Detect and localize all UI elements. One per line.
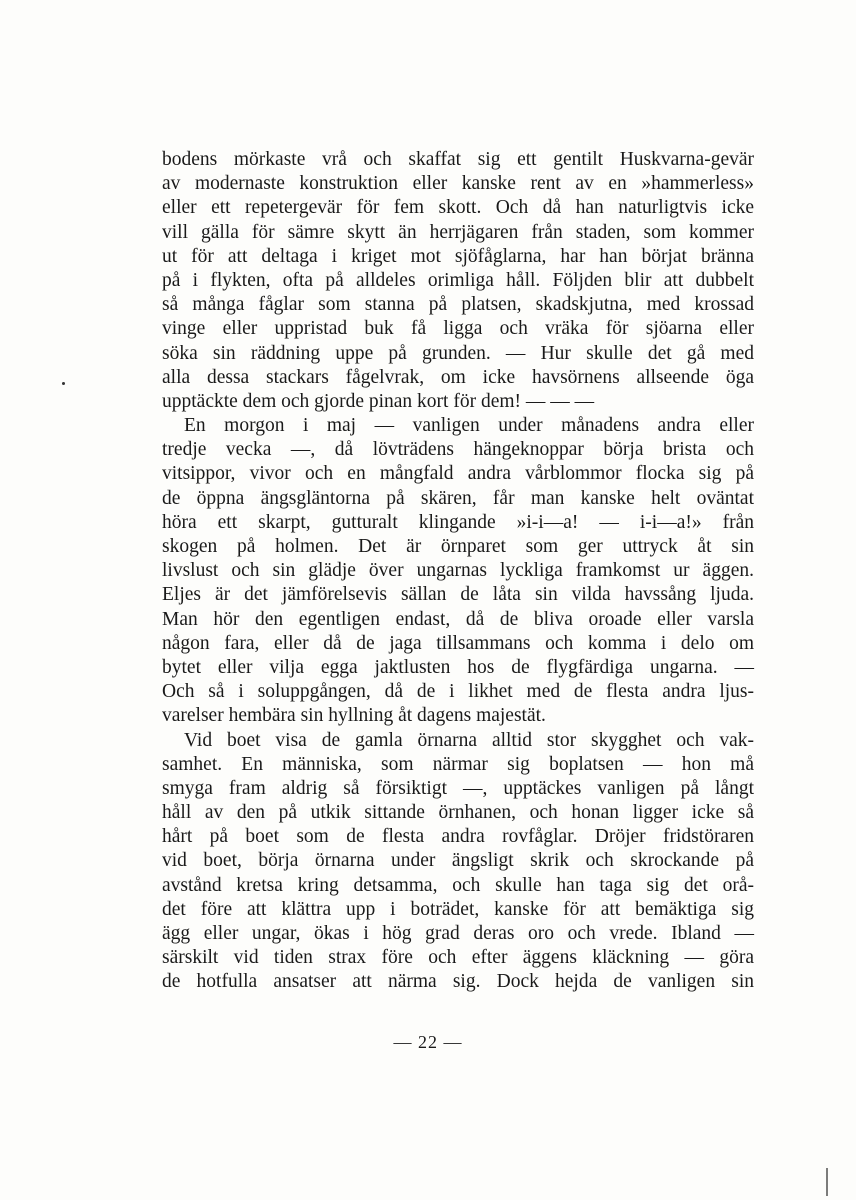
- text-line: Vid boet visa de gamla örnarna alltid stor skygghet och vak-: [184, 729, 754, 751]
- text-line: skogen på holmen. Det är örnparet som ger uttryck åt sin: [162, 536, 754, 557]
- text-line: smyga fram aldrig så försiktigt —, upptäckes vanligen på långt: [162, 777, 754, 799]
- text-line: hårt på boet som de flesta andra rovfåglar. Dröjer fridstöraren: [162, 826, 754, 848]
- text-line: En morgon i maj — vanligen under månadens andra eller: [184, 415, 754, 437]
- text-line: eller ett repetergevär för fem skott. Och då han naturligtvis icke: [162, 197, 754, 219]
- text-line: Man hör den egentligen endast, då de bliva oroade eller varsla: [162, 608, 754, 630]
- text-line: så många fåglar som stanna på platsen, skadskjutna, med krossad: [162, 294, 754, 316]
- text-line: vill gälla för sämre skytt än herrjägaren från staden, som kommer: [162, 221, 754, 243]
- text-line: vinge eller uppristad buk få ligga och vräka för sjöarna eller: [162, 318, 754, 340]
- text-line: särskilt vid tiden strax före och efter äggens kläckning — göra: [162, 947, 754, 969]
- text-line: alla dessa stackars fågelvrak, om icke havsörnens allseende öga: [162, 366, 754, 388]
- text-line: vitsippor, vivor och en mångfald andra vårblommor flocka sig på: [162, 463, 754, 485]
- text-line: vid boet, börja örnarna under ängsligt skrik och skrockande på: [162, 850, 754, 872]
- page-edge-mark: [826, 1168, 834, 1196]
- text-line: det före att klättra upp i boträdet, kanske för att bemäktiga sig: [162, 898, 754, 920]
- text-line: ut för att deltaga i kriget mot sjöfåglarna, har han börjat bränna: [162, 245, 754, 267]
- text-line: bodens mörkaste vrå och skaffat sig ett gentilt Huskvarna-gevär: [162, 149, 754, 170]
- text-line: håll av den på utkik sittande örnhanen, och honan ligger icke så: [162, 802, 754, 824]
- text-line: på i flykten, ofta på alldeles orimliga håll. Följden blir att dubbelt: [162, 269, 754, 291]
- page-number: — 22 —: [393, 1032, 463, 1052]
- text-line: samhet. En människa, som närmar sig boplatsen — hon må: [162, 753, 754, 775]
- text-line: de öppna ängsgläntorna på skären, får man kanske helt oväntat: [162, 487, 754, 509]
- text-line: Eljes är det jämförelsevis sällan de låta sin vilda havssång ljuda.: [162, 584, 754, 606]
- text-line: höra ett skarpt, gutturalt klingande »i-i—a! — i-i—a!» från: [162, 511, 754, 533]
- text-line: ägg eller ungar, ökas i hög grad deras oro och vrede. Ibland —: [162, 923, 754, 944]
- body-text: [162, 148, 754, 995]
- text-line: varelser hembära sin hyllning åt dagens majestät.: [162, 705, 546, 727]
- text-line: avstånd kretsa kring detsamma, och skulle han taga sig det orå-: [162, 874, 754, 896]
- text-line: Och så i soluppgången, då de i likhet med de flesta andra ljus-: [162, 681, 754, 703]
- text-line: söka sin räddning uppe på grunden. — Hur skulle det gå med: [162, 342, 754, 364]
- text-line: bytet eller vilja egga jaktlusten hos de flygfärdiga ungarna. —: [162, 656, 754, 678]
- text-line: upptäckte dem och gjorde pinan kort för dem! — — —: [162, 390, 595, 412]
- text-line: någon fara, eller då de jaga tillsammans och komma i delo om: [162, 632, 754, 654]
- text-line: tredje vecka —, då lövträdens hängeknoppar börja brista och: [162, 439, 754, 461]
- text-line: livslust och sin glädje över ungarnas lyckliga framkomst ur äggen.: [162, 560, 754, 582]
- print-speck: [62, 382, 65, 385]
- text-line: av modernaste konstruktion eller kanske rent av en »hammerless»: [162, 173, 754, 195]
- text-line: de hotfulla ansatser att närma sig. Dock hejda de vanligen sin: [162, 971, 754, 993]
